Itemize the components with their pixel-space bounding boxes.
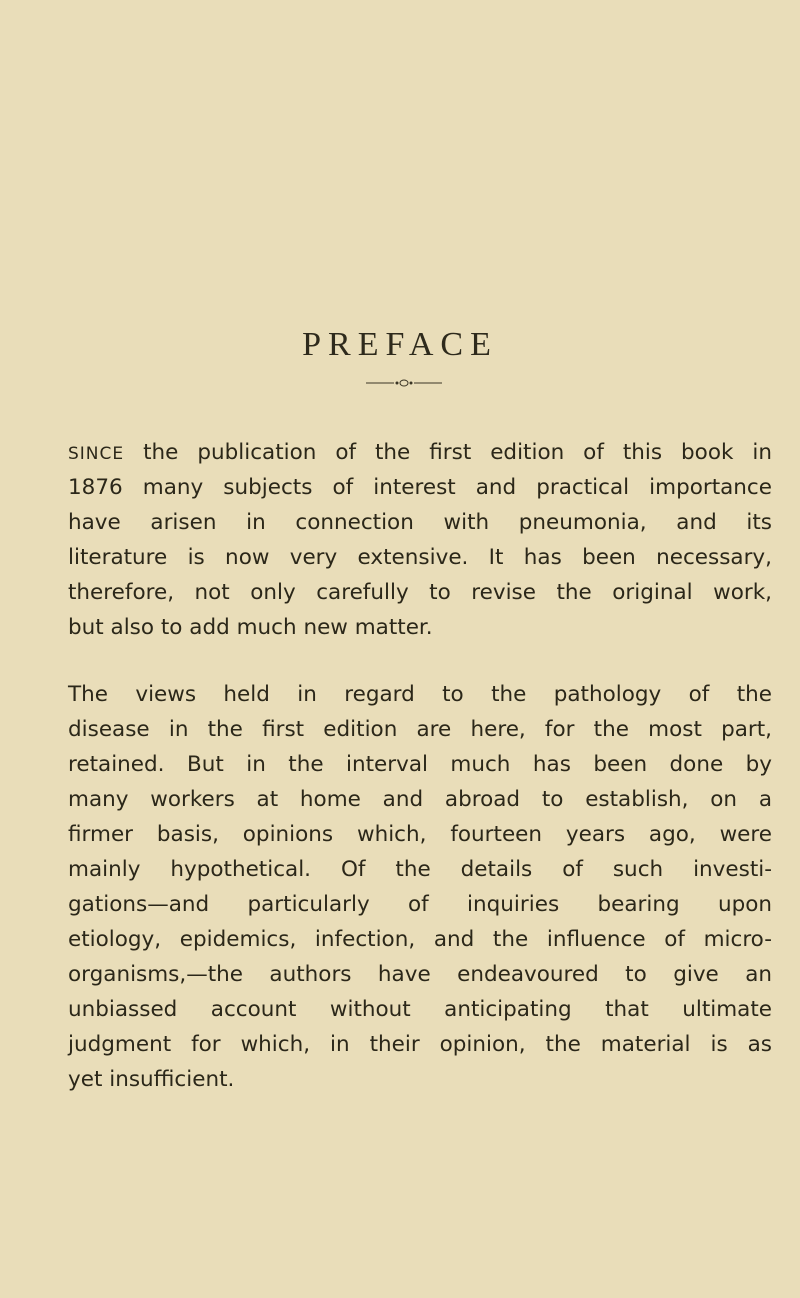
text-line: The views held in regard to the pathology of the [68, 682, 772, 707]
ornament-divider-icon [366, 378, 442, 388]
text-line: have arisen in connection with pneumonia, and its [68, 510, 772, 535]
text-line: literature is now very extensive. It has been necessary, [68, 545, 772, 570]
text-line: gations—and particularly of inquiries bearing upon [68, 892, 772, 917]
small-caps-opening-word: SINCE [68, 444, 125, 464]
text-line: retained. But in the interval much has been done by [68, 752, 772, 777]
text-line: firmer basis, opinions which, fourteen years ago, were [68, 822, 772, 847]
paragraph-2 [68, 677, 772, 1097]
page-title: PREFACE [302, 326, 498, 363]
text-line: judgment for which, in their opinion, the material is as [68, 1032, 772, 1057]
text-line: many workers at home and abroad to establish, on a [68, 787, 772, 812]
text-line: yet insufficient. [68, 1067, 235, 1092]
text-line: organisms,—the authors have endeavoured to give an [68, 962, 772, 987]
text-line: etiology, epidemics, infection, and the influence of micro- [68, 927, 772, 952]
text-line: therefore, not only carefully to revise the original work, [68, 580, 772, 605]
text-line: disease in the first edition are here, for the most part, [68, 717, 772, 742]
text-line-content: the publication of the first edition of this book in [143, 440, 772, 465]
text-line: but also to add much new matter. [68, 615, 433, 640]
text-line: unbiassed account without anticipating that ultimate [68, 997, 772, 1022]
text-line [68, 435, 772, 470]
text-line: 1876 many subjects of interest and practical importance [68, 475, 772, 500]
text-line: mainly hypothetical. Of the details of such investi- [68, 857, 772, 882]
paragraph-1 [68, 435, 772, 645]
